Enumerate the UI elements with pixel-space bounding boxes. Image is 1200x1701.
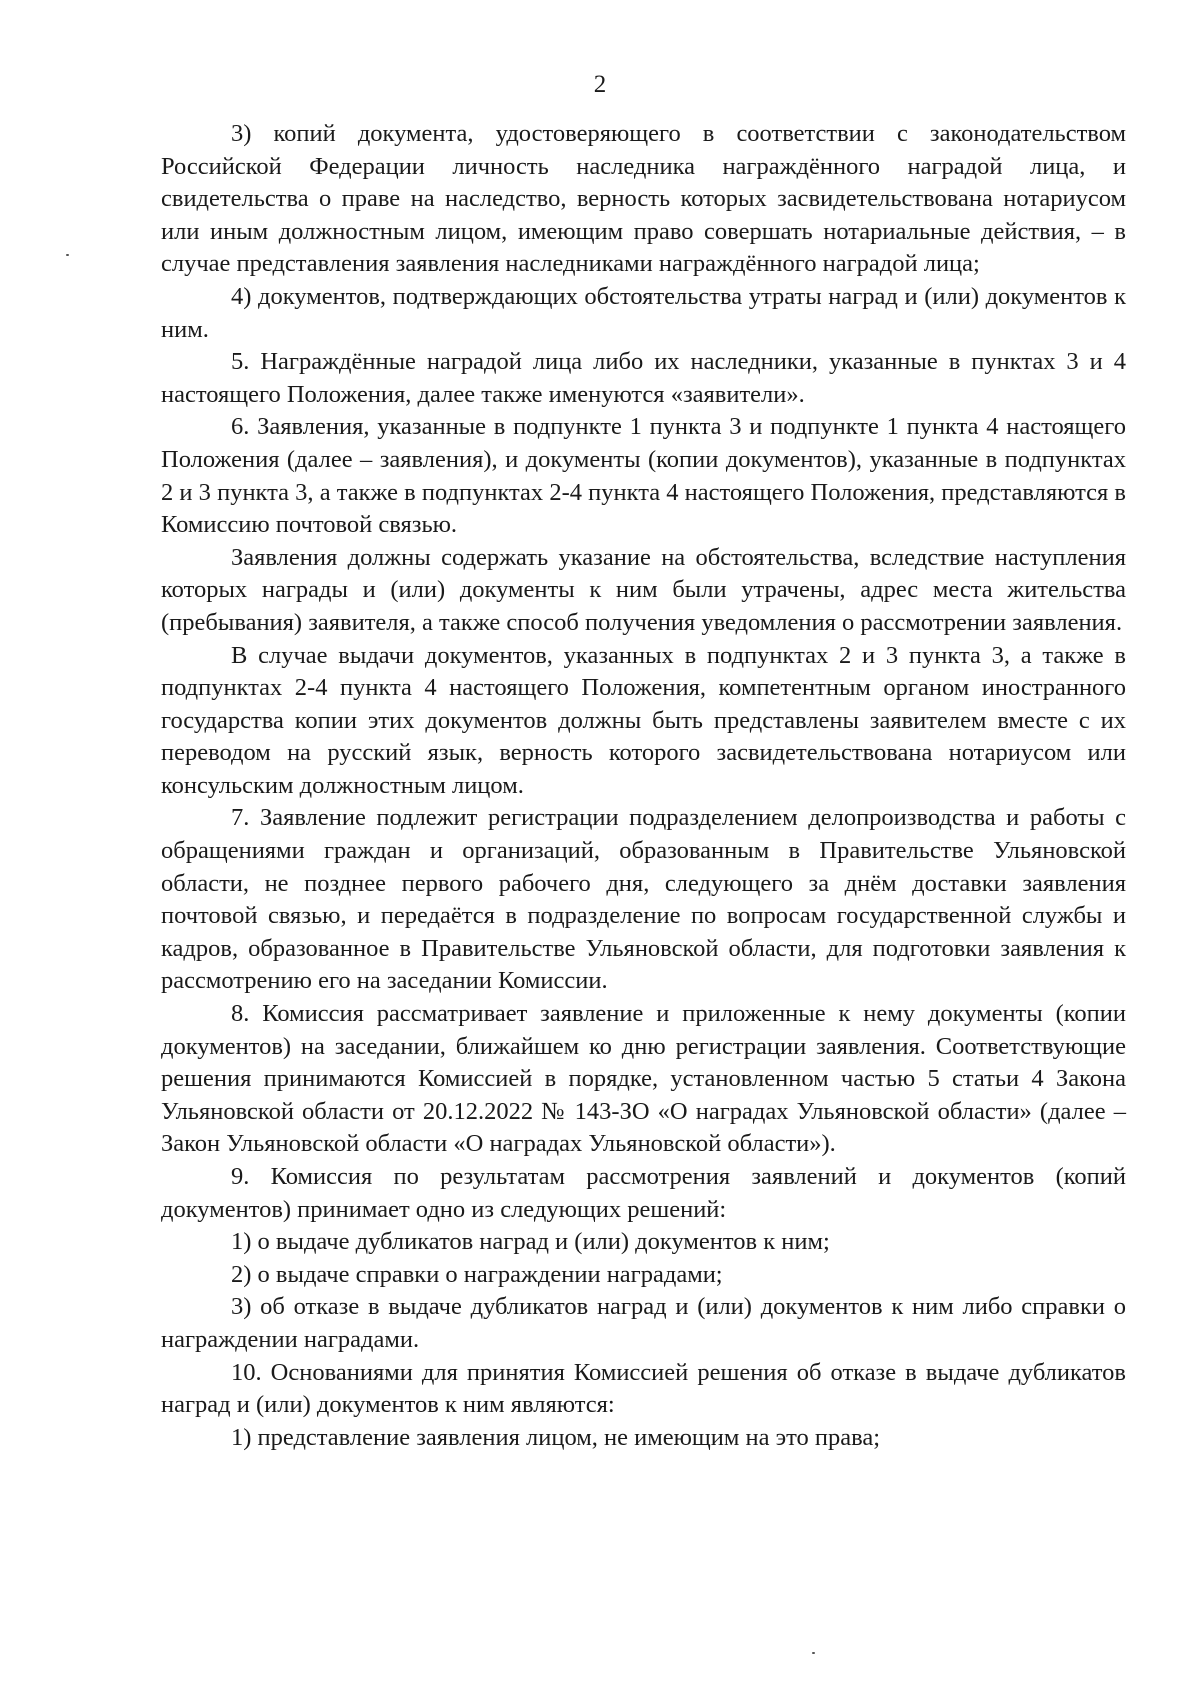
paragraph-item-9: 9. Комиссия по результатам рассмотрения заявлений и документов (копий документов) принимает одно из следующих решений: (161, 1163, 1126, 1223)
paragraph-item-6-foreign-documents: В случае выдачи документов, указанных в подпунктах 2 и 3 пункта 3, а также в подпунктах 2-4 пункта 4 настоящего Положения, компетентным органом иностранного государства копии этих документов должны быть представлены заявителем вместе с их переводом на русский язык, верность которого засвидетельствована нотариусом или консульским должностным лицом. (161, 641, 1126, 799)
paragraph-item-5: 5. Награждённые наградой лица либо их наследники, указанные в пунктах 3 и 4 настоящего Положения, далее также именуются «заявители». (161, 348, 1126, 408)
page-number: 2 (593, 71, 607, 98)
paragraph-item-7: 7. Заявление подлежит регистрации подразделением делопроизводства и работы с обращениями граждан и организаций, образованным в Правительстве Ульяновской области, не позднее первого рабочего дня, следующего за днём доставки заявления почтовой связью, и передаётся в подразделение по вопросам государственной службы и кадров, образованное в Правительстве Ульяновской области, для подготовки заявления к рассмотрению его на заседании Комиссии. (161, 804, 1126, 995)
scan-speck (66, 254, 69, 256)
paragraph-item-10-ground-1: 1) представление заявления лицом, не имеющим на это права; (231, 1423, 881, 1451)
paragraph-item-6-content: Заявления должны содержать указание на обстоятельства, вследствие наступления которых награды и (или) документы к ним были утрачены, адрес места жительства (пребывания) заявителя, а также способ получения уведомления о рассмотрении заявления. (161, 543, 1126, 636)
document-body (161, 118, 1126, 1454)
paragraph-item-9-decision-3: 3) об отказе в выдаче дубликатов наград и (или) документов к ним либо справки о награждении наградами. (161, 1293, 1126, 1353)
scan-speck (812, 1652, 815, 1654)
paragraph-item-10: 10. Основаниями для принятия Комиссией решения об отказе в выдаче дубликатов наград и (или) документов к ним являются: (161, 1358, 1126, 1419)
paragraph-subitem-3-copies: 3) копий документа, удостоверяющего в соответствии с законодательством Российской Федерации личность наследника награждённого наградой лица, и свидетельства о праве на наследство, верность которых засвидетельствована нотариусом или иным должностным лицом, имеющим право совершать нотариальные действия, – в случае представления заявления наследниками награждённого наградой лица; (161, 120, 1126, 278)
paragraph-subitem-4-documents: 4) документов, подтверждающих обстоятельства утраты наград и (или) документов к ним. (161, 282, 1126, 343)
paragraph-item-9-decision-1: 1) о выдаче дубликатов наград и (или) документов к ним; (231, 1228, 830, 1256)
paragraph-item-6: 6. Заявления, указанные в подпункте 1 пункта 3 и подпункте 1 пункта 4 настоящего Положения (далее – заявления), и документы (копии документов), указанные в подпунктах 2 и 3 пункта 3, а также в подпунктах 2-4 пункта 4 настоящего Положения, представляются в Комиссию почтовой связью. (161, 413, 1126, 539)
paragraph-item-8: 8. Комиссия рассматривает заявление и приложенные к нему документы (копии документов) на заседании, ближайшем ко дню регистрации заявления. Соответствующие решения принимаются Комиссией в порядке, установленном частью 5 статьи 4 Закона Ульяновской области от 20.12.2022 № 143-ЗО «О наградах Ульяновской области» (далее – Закон Ульяновской области «О наградах Ульяновской области»). (161, 1000, 1126, 1158)
paragraph-item-9-decision-2: 2) о выдаче справки о награждении наградами; (231, 1260, 723, 1288)
